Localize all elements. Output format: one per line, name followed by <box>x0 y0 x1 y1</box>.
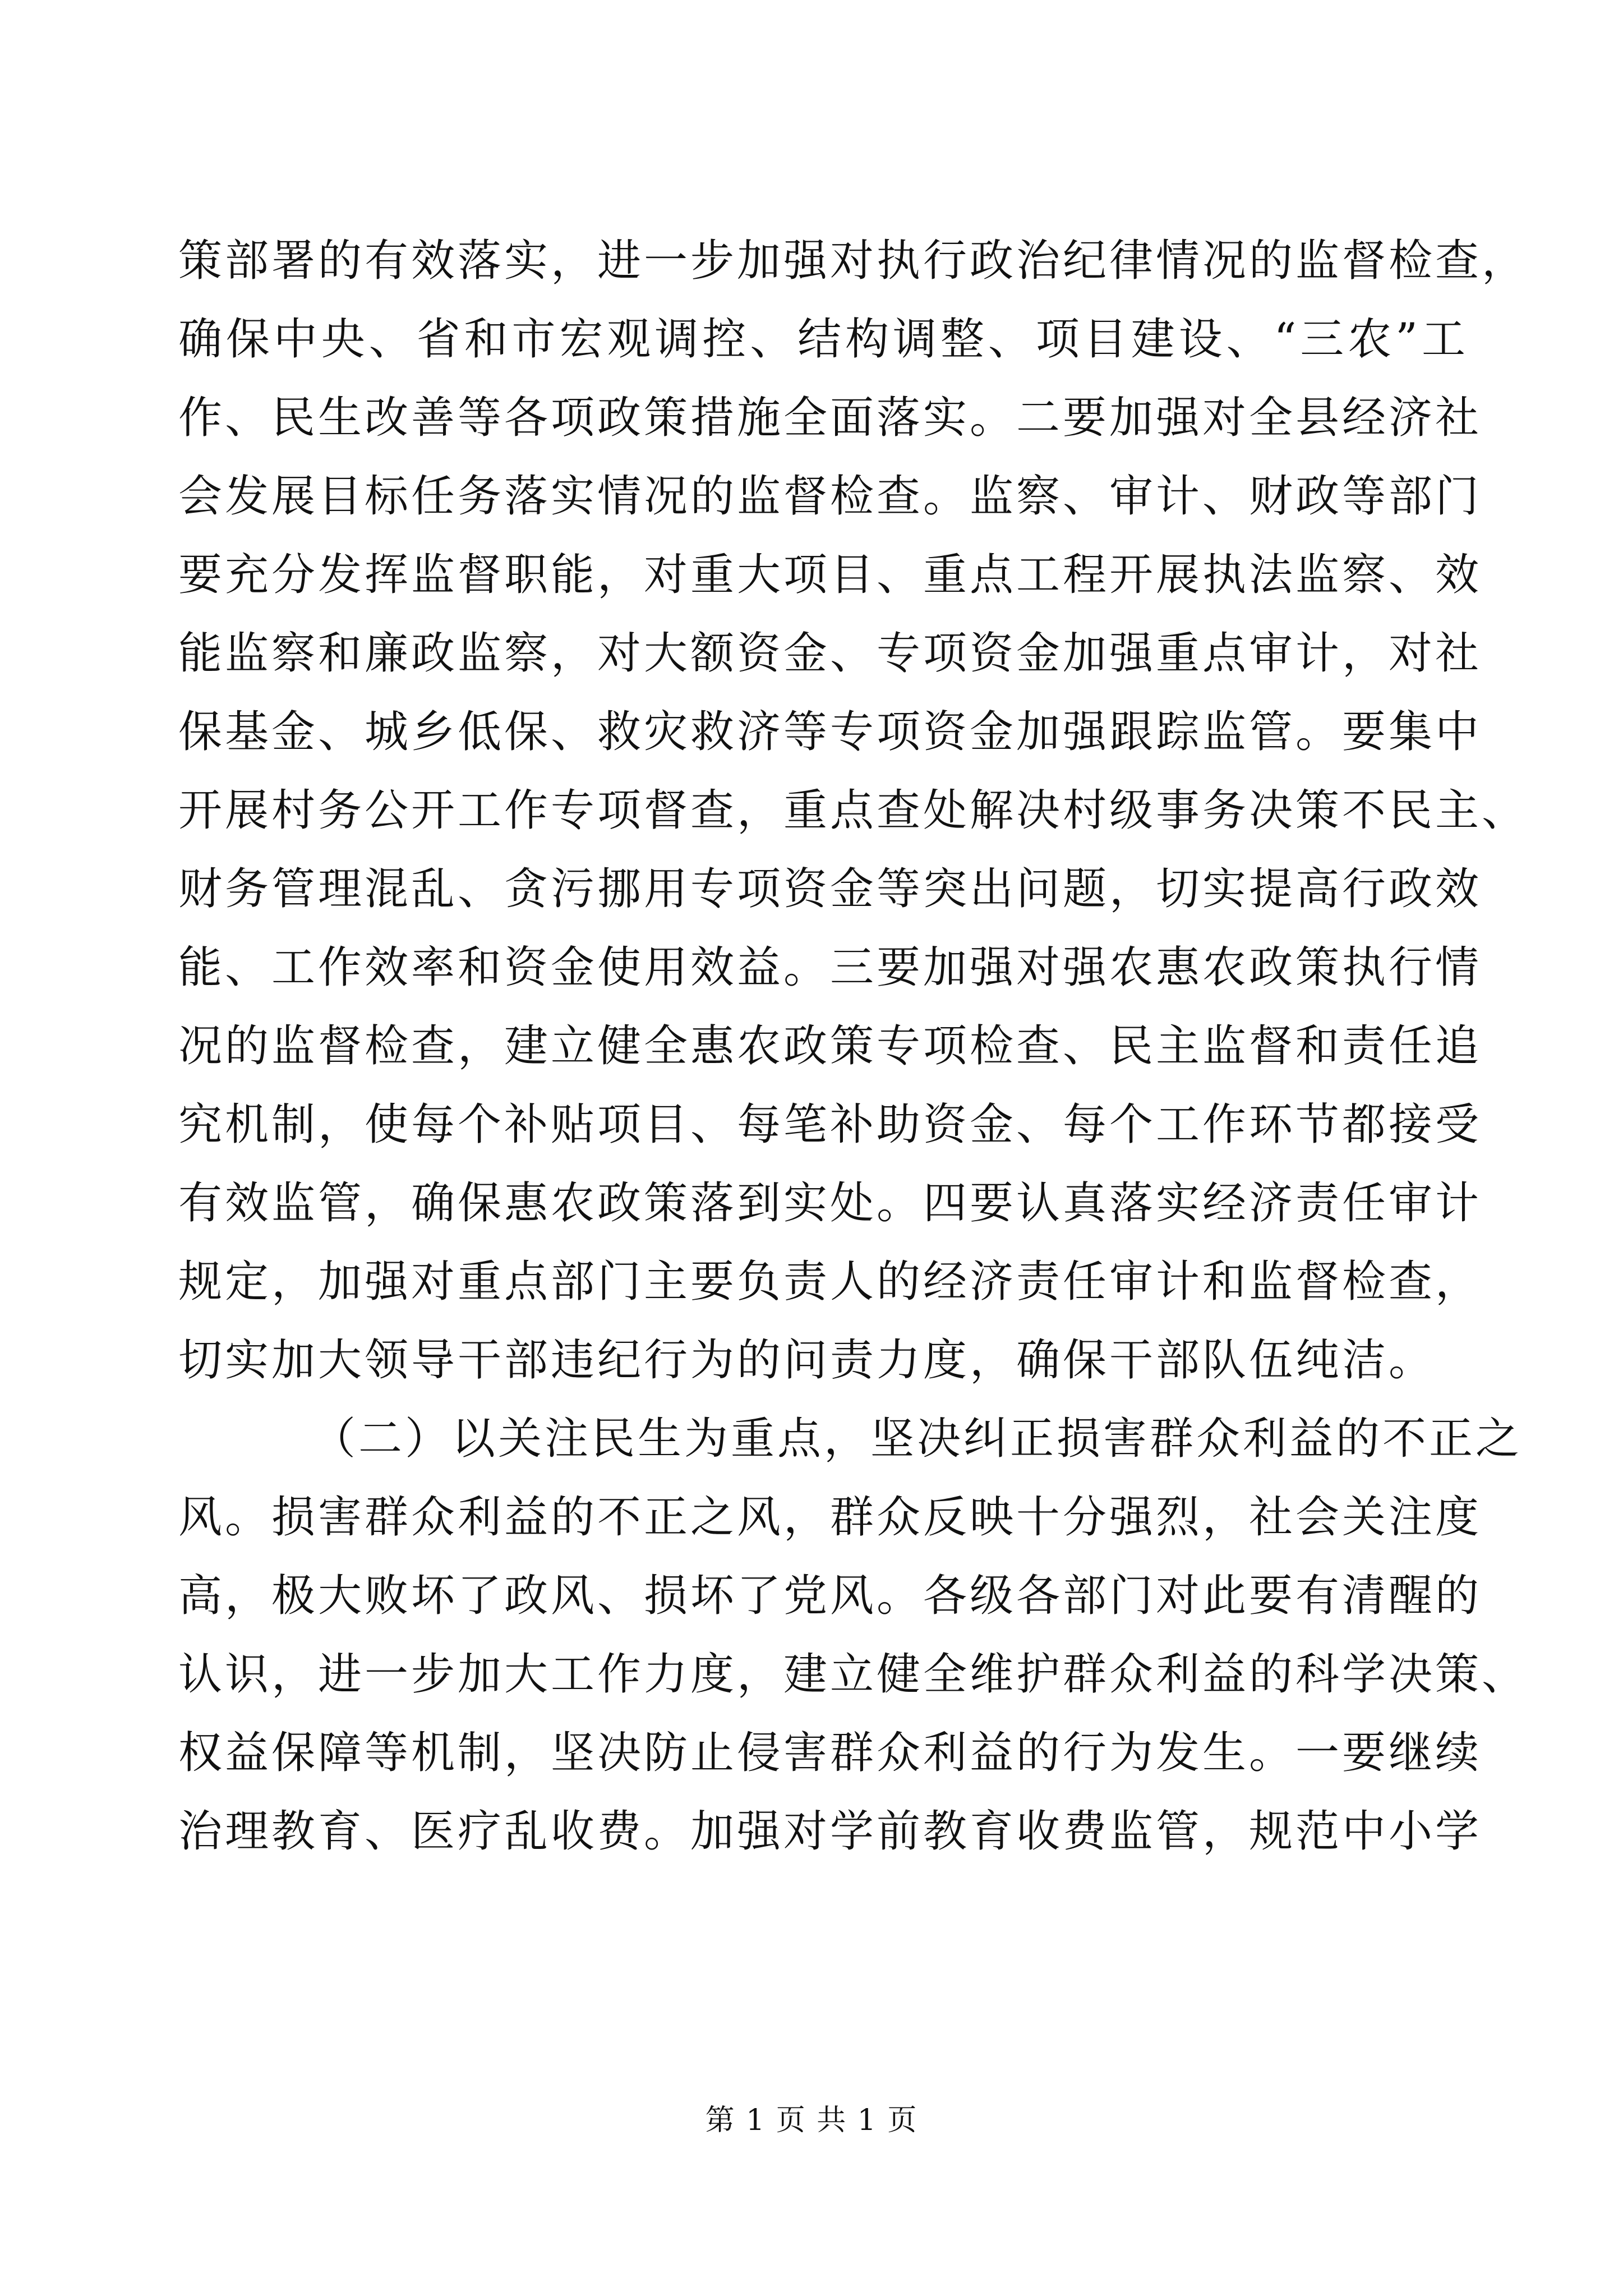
text-line: 高，极大败坏了政风、损坏了党风。各级各部门对此要有清醒的 <box>178 1571 1482 1621</box>
text-line: 况的监督检查，建立健全惠农政策专项检查、民主监督和责任追 <box>178 1021 1482 1071</box>
text-line: 保基金、城乡低保、救灾救济等专项资金加强跟踪监管。要集中 <box>178 707 1482 757</box>
text-line: 确保中央、省和市宏观调控、结构调整、项目建设、“三农”工 <box>178 314 1468 365</box>
text-line: 能监察和廉政监察，对大额资金、专项资金加强重点审计，对社 <box>178 628 1482 679</box>
text-line: 有效监管，确保惠农政策落到实处。四要认真落实经济责任审计 <box>178 1178 1482 1228</box>
text-line: 会发展目标任务落实情况的监督检查。监察、审计、财政等部门 <box>178 471 1482 522</box>
text-line: 财务管理混乱、贪污挪用专项资金等突出问题，切实提高行政效 <box>178 864 1482 914</box>
text-line: 究机制，使每个补贴项目、每笔补助资金、每个工作环节都接受 <box>178 1099 1482 1150</box>
text-line: 要充分发挥监督职能，对重大项目、重点工程开展执法监察、效 <box>178 550 1482 600</box>
text-line: 权益保障等机制，坚决防止侵害群众利益的行为发生。一要继续 <box>178 1728 1482 1778</box>
text-line: 切实加大领导干部违纪行为的问责力度，确保干部队伍纯洁。 <box>178 1335 1436 1386</box>
text-line: 能、工作效率和资金使用效益。三要加强对强农惠农政策执行情 <box>178 942 1482 993</box>
page-footer: 第 1 页 共 1 页 <box>705 2104 918 2137</box>
text-line: 风。损害群众利益的不正之风，群众反映十分强烈，社会关注度 <box>178 1492 1482 1543</box>
text-line: 作、民生改善等各项政策措施全面落实。二要加强对全县经济社 <box>178 393 1482 443</box>
text-line: 规定，加强对重点部门主要负责人的经济责任审计和监督检查， <box>178 1257 1482 1307</box>
text-line: 认识，进一步加大工作力度，建立健全维护群众利益的科学决策、 <box>178 1649 1529 1700</box>
text-line: 开展村务公开工作专项督查，重点查处解决村级事务决策不民主、 <box>178 785 1529 836</box>
text-line: 治理教育、医疗乱收费。加强对学前教育收费监管，规范中小学 <box>178 1806 1482 1857</box>
text-line: （二）以关注民生为重点，坚决纠正损害群众利益的不正之 <box>312 1414 1523 1464</box>
document-body <box>178 222 1529 1871</box>
text-line: 策部署的有效落实，进一步加强对执行政治纪律情况的监督检查， <box>178 236 1529 286</box>
